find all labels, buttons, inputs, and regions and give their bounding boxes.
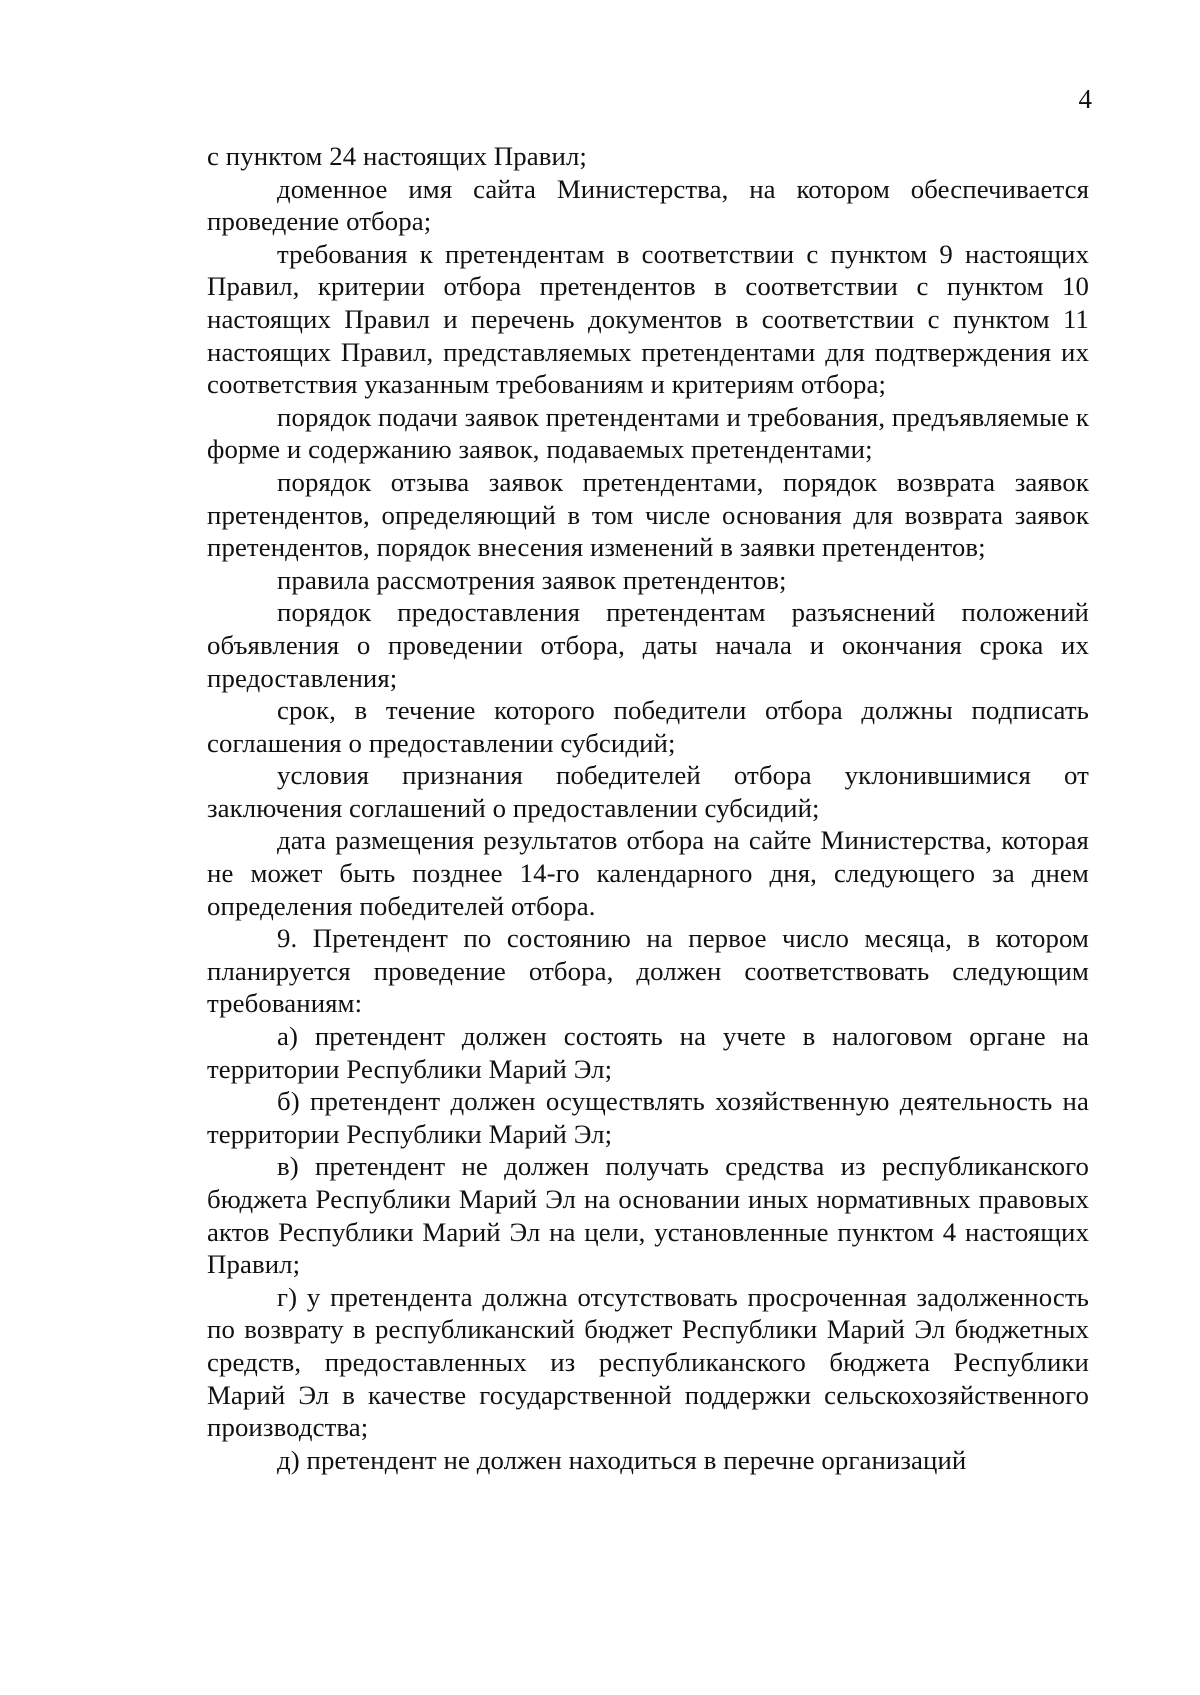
paragraph: порядок подачи заявок претендентами и требования, предъявляемые к форме и содержанию заявок, подаваемых претендентами; [207, 401, 1089, 465]
paragraph: порядок предоставления претендентам разъяснений положений объявления о проведении отбора, даты начала и окончания срока их предоставления; [207, 597, 1089, 693]
paragraph: д) претендент не должен находиться в перечне организаций [277, 1444, 967, 1475]
page-number: 4 [1078, 84, 1092, 114]
paragraph: порядок отзыва заявок претендентами, порядок возврата заявок претендентов, определяющий в том числе основания для возврата заявок претендентов, порядок внесения изменений в заявки претендентов; [207, 466, 1089, 563]
paragraph: правила рассмотрения заявок претендентов; [277, 564, 787, 595]
paragraph: г) у претендента должна отсутствовать просроченная задолженность по возврату в республиканский бюджет Республики Марий Эл бюджетных средств, предоставленных из республиканского бюджета Республики Марий Эл в качестве государственной поддержки сельскохозяйственного производства; [207, 1281, 1089, 1443]
paragraph: 9. Претендент по состоянию на первое число месяца, в котором планируется проведение отбора, должен соответствовать следующим требованиям: [207, 923, 1089, 1019]
paragraph: в) претендент не должен получать средства из республиканского бюджета Республики Марий Эл на основании иных нормативных правовых актов Республики Марий Эл на цели, установленные пунктом 4 настоящих Правил; [207, 1151, 1089, 1280]
paragraph: б) претендент должен осуществлять хозяйственную деятельность на территории Республики Марий Эл; [207, 1086, 1089, 1149]
document-body [207, 140, 1089, 1476]
paragraph: условия признания победителей отбора уклонившимися от заключения соглашений о предоставлении субсидий; [207, 760, 1089, 823]
paragraph: доменное имя сайта Министерства, на котором обеспечивается проведение отбора; [207, 173, 1089, 237]
paragraph: а) претендент должен состоять на учете в налоговом органе на территории Республики Марий Эл; [207, 1021, 1089, 1084]
paragraph: требования к претендентам в соответствии с пунктом 9 настоящих Правил, критерии отбора претендентов в соответствии с пунктом 10 настоящих Правил и перечень документов в соответствии с пунктом 11 настоящих Правил, представляемых претендентами для подтверждения их соответствия указанным требованиям и критериям отбора; [207, 238, 1089, 400]
paragraph: с пунктом 24 настоящих Правил; [207, 141, 587, 171]
paragraph: дата размещения результатов отбора на сайте Министерства, которая не может быть позднее 14-го календарного дня, следующего за днем определения победителей отбора. [207, 825, 1089, 921]
paragraph: срок, в течение которого победители отбора должны подписать соглашения о предоставлении субсидий; [207, 695, 1089, 758]
